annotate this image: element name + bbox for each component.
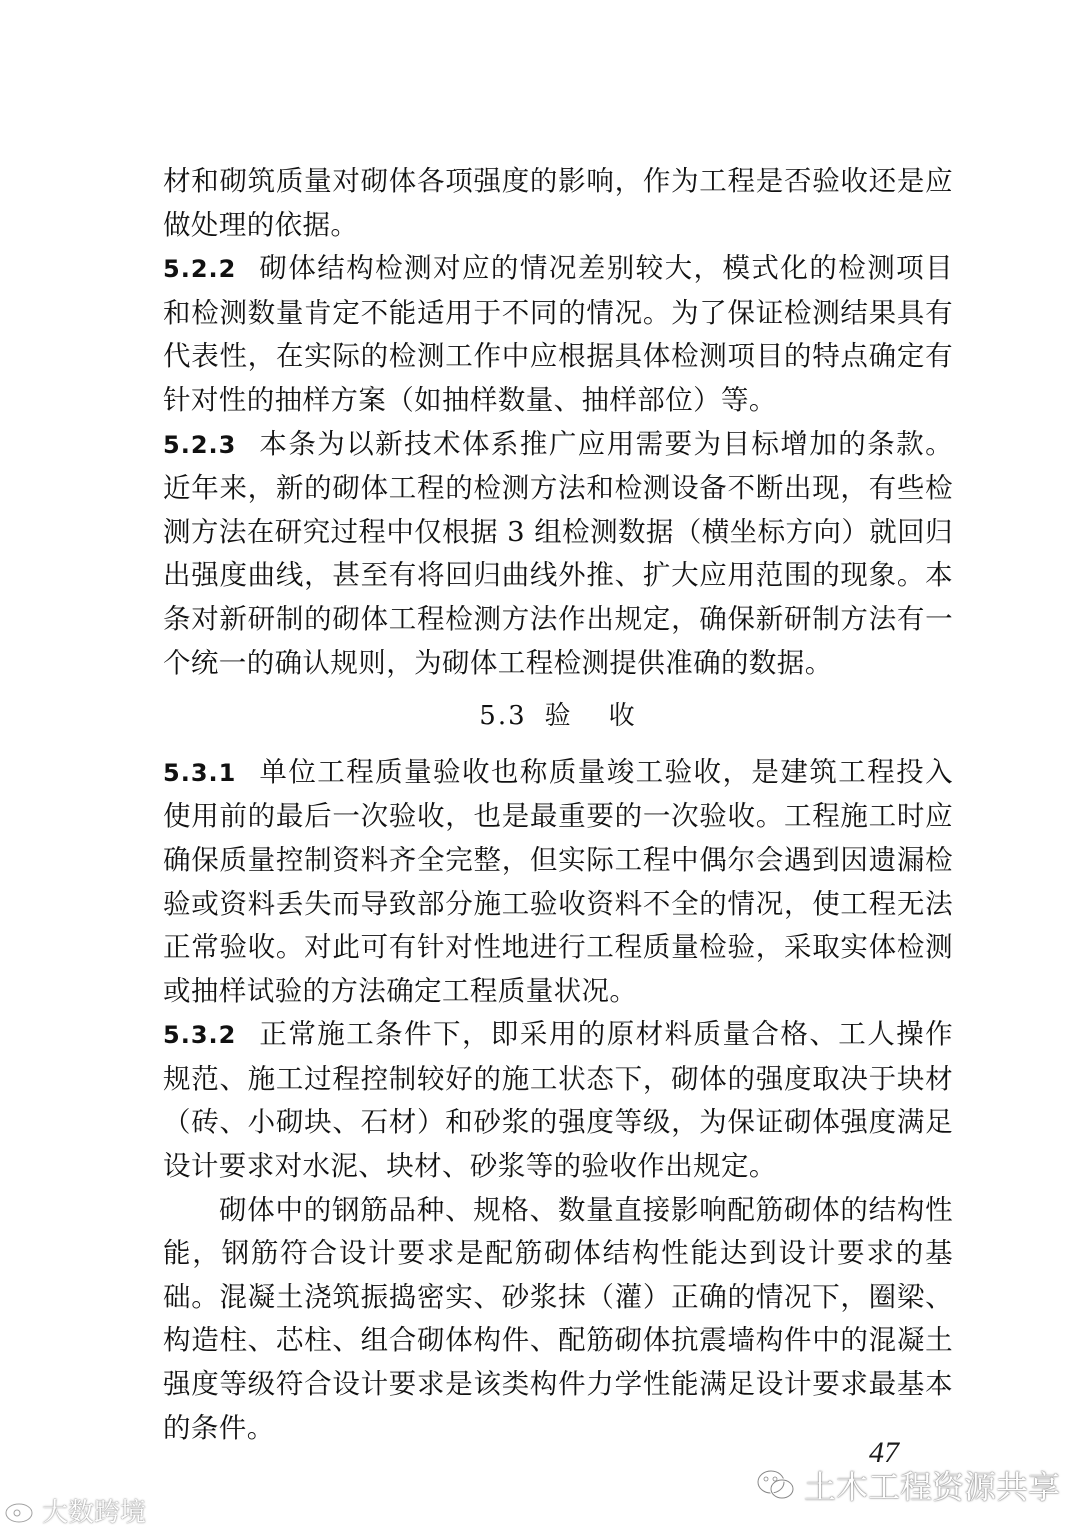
paragraph-text: 砌体结构检测对应的情况差别较大，模式化的检测项目和检测数量肯定不能适用于不同的情况。为了保证检测结果具有代表性，在实际的检测工作中应根据具体检测项目的特点确定有针对性的抽样方案（如抽样数量、抽样部位）等。 [163, 252, 953, 416]
paragraph-text: 单位工程质量验收也称质量竣工验收，是建筑工程投入使用前的最后一次验收，也是最重要的一次验收。工程施工时应确保质量控制资料齐全完整，但实际工程中偶尔会遇到因遗漏检验或资料丢失而导致部分施工验收资料不全的情况，使工程无法正常验收。对此可有针对性地进行工程质量检验，采取实体检测或抽样试验的方法确定工程质量状况。 [163, 755, 953, 1007]
clause-number: 5.2.3 [163, 430, 237, 459]
paragraph-text: 正常施工条件下，即采用的原材料质量合格、工人操作规范、施工过程控制较好的施工状态下，砌体的强度取决于块材（砖、小砌块、石材）和砂浆的强度等级，为保证砌体强度满足设计要求对水泥、块材、砂浆等的验收作出规定。 [163, 1018, 953, 1183]
clause-5-3-1 [163, 751, 953, 1014]
page-number: 47 [869, 1436, 899, 1469]
section-title-char-1: 验 [544, 701, 573, 732]
paragraph-text: 材和砌筑质量对砌体各项强度的影响，作为工程是否验收还是应做处理的依据。 [163, 165, 953, 241]
watermark-right-text: 土木工程资源共享 [803, 1468, 1060, 1506]
paragraph-continued [163, 160, 953, 247]
paragraph-text: 砌体中的钢筋品种、规格、数量直接影响配筋砌体的结构性能，钢筋符合设计要求是配筋砌体结构性能达到设计要求的基础。混凝土浇筑振捣密实、砂浆抹（灌）正确的情况下，圈梁、构造柱、芯柱、组合砌体构件、配筋砌体抗震墙构件中的混凝土强度等级符合设计要求是该类构件力学性能满足设计要求最基本的条件。 [163, 1193, 953, 1444]
section-number: 5.3 [479, 701, 527, 732]
watermark-left-text: 大数跨境 [42, 1498, 147, 1528]
clause-5-2-2 [163, 247, 953, 422]
watermark-left [4, 1492, 146, 1529]
wechat-logo-icon [756, 1468, 796, 1502]
watermark-right [756, 1462, 1060, 1508]
clause-number: 5.2.2 [163, 255, 237, 284]
clause-5-2-3 [163, 423, 953, 686]
paragraph-reinforcement [163, 1189, 953, 1451]
clause-5-3-2 [163, 1013, 953, 1188]
paragraph-text: 本条为以新技术体系推广应用需要为目标增加的条款。近年来，新的砌体工程的检测方法和检测设备不断出现，有些检测方法在研究过程中仅根据 3 组检测数据（横坐标方向）就回归出强度曲线，甚至有将回归曲线外推、扩大应用范围的现象。本条对新研制的砌体工程检测方法作出规定，确保新研制方法有一个统一的确认规则，为砌体工程检测提供准确的数据。 [163, 427, 953, 679]
section-title-char-2: 收 [608, 701, 637, 732]
weibo-logo-icon [4, 1498, 38, 1524]
section-heading [163, 695, 953, 739]
clause-number: 5.3.2 [163, 1021, 237, 1050]
page-body [163, 160, 953, 1450]
clause-number: 5.3.1 [163, 758, 237, 787]
